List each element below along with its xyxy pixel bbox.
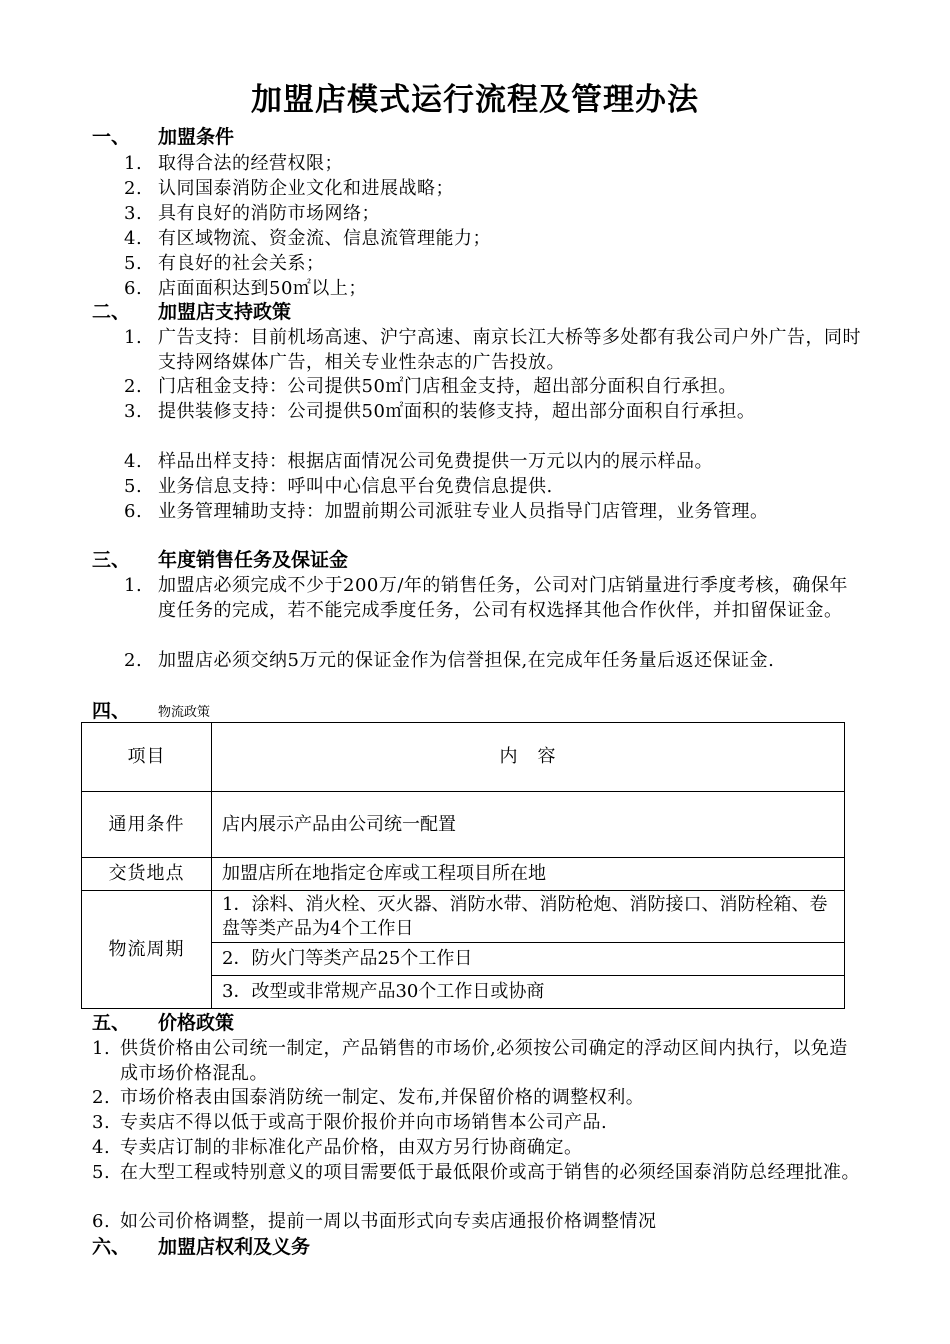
section-number: 一、 <box>92 126 131 148</box>
section-title: 年度销售任务及保证金 <box>158 549 349 571</box>
list-item: 4. 有区域物流、资金流、信息流管理能力； <box>124 228 491 249</box>
section-number: 二、 <box>92 301 131 323</box>
table-row <box>82 792 845 858</box>
list-item: 1. 广告支持：目前机场高速、沪宁高速、南京长江大桥等多处都有我公司户外广告，同时支持网络媒体广告，相关专业性杂志的广告投放。 <box>124 327 861 373</box>
list-item: 5. 在大型工程或特别意义的项目需要低于最低限价或高于销售的必须经国泰消防总经理批准。 <box>92 1162 860 1183</box>
table-row <box>82 858 845 891</box>
table-cell: 加盟店所在地指定仓库或工程项目所在地 <box>212 858 845 891</box>
list-item: 3. 具有良好的消防市场网络； <box>124 203 380 224</box>
section-number: 五、 <box>92 1012 131 1034</box>
table-cell: 2．防火门等类产品25个工作日 <box>212 943 845 976</box>
list-item: 1. 加盟店必须完成不少于200万/年的销售任务，公司对门店销量进行季度考核，确保年度任务的完成，若不能完成季度任务，公司有权选择其他合作伙伴，并扣留保证金。 <box>124 575 848 621</box>
list-item: 1. 供货价格由公司统一制定，产品销售的市场价,必须按公司确定的浮动区间内执行，以免造成市场价格混乱。 <box>92 1038 848 1084</box>
list-item: 2. 加盟店必须交纳5万元的保证金作为信誉担保,在完成年任务量后返还保证金. <box>124 650 775 671</box>
table-row <box>82 891 845 943</box>
list-item: 3. 专卖店不得以低于或高于限价报价并向市场销售本公司产品. <box>92 1112 608 1133</box>
section-title: 加盟店支持政策 <box>158 301 292 323</box>
list-item: 2. 认同国泰消防企业文化和进展战略； <box>124 178 454 199</box>
list-item: 3. 提供装修支持：公司提供50㎡面积的装修支持，超出部分面积自行承担。 <box>124 401 756 422</box>
list-item: 5. 有良好的社会关系； <box>124 253 325 274</box>
table-cell: 1．涂料、消火栓、灭火器、消防水带、消防枪炮、消防接口、消防栓箱、卷盘等类产品为4个工作日 <box>212 891 845 943</box>
table-header-content: 内 容 <box>212 723 845 792</box>
section-number: 四、 <box>92 700 131 722</box>
table-header-item: 项目 <box>82 723 212 792</box>
list-item: 1. 取得合法的经营权限； <box>124 153 343 174</box>
table-cell: 3．改型或非常规产品30个工作日或协商 <box>212 976 845 1009</box>
section-title: 加盟条件 <box>158 126 235 148</box>
list-item: 6. 业务管理辅助支持：加盟前期公司派驻专业人员指导门店管理，业务管理。 <box>124 501 769 522</box>
list-item: 6. 店面面积达到50㎡以上； <box>124 278 367 299</box>
section-title: 加盟店权利及义务 <box>158 1236 311 1258</box>
section-number: 六、 <box>92 1236 131 1258</box>
list-item: 2. 门店租金支持：公司提供50㎡门店租金支持，超出部分面积自行承担。 <box>124 376 737 397</box>
list-item: 4. 专卖店订制的非标准化产品价格，由双方另行协商确定。 <box>92 1137 583 1158</box>
logistics-table <box>81 722 845 1009</box>
page-title: 加盟店模式运行流程及管理办法 <box>251 82 699 118</box>
table-label: 物流周期 <box>82 891 212 1009</box>
table-row <box>82 723 845 792</box>
table-label: 交货地点 <box>82 858 212 891</box>
section-number: 三、 <box>92 549 131 571</box>
table-cell: 店内展示产品由公司统一配置 <box>212 792 845 858</box>
table-label: 通用条件 <box>82 792 212 858</box>
list-item: 2. 市场价格表由国泰消防统一制定、发布,并保留价格的调整权利。 <box>92 1087 645 1108</box>
list-item: 4. 样品出样支持：根据店面情况公司免费提供一万元以内的展示样品。 <box>124 451 713 472</box>
list-item: 5. 业务信息支持：呼叫中心信息平台免费信息提供. <box>124 476 553 497</box>
section-title: 价格政策 <box>158 1012 235 1034</box>
list-item: 6. 如公司价格调整，提前一周以书面形式向专卖店通报价格调整情况 <box>92 1211 657 1232</box>
section-title: 物流政策 <box>158 705 211 720</box>
